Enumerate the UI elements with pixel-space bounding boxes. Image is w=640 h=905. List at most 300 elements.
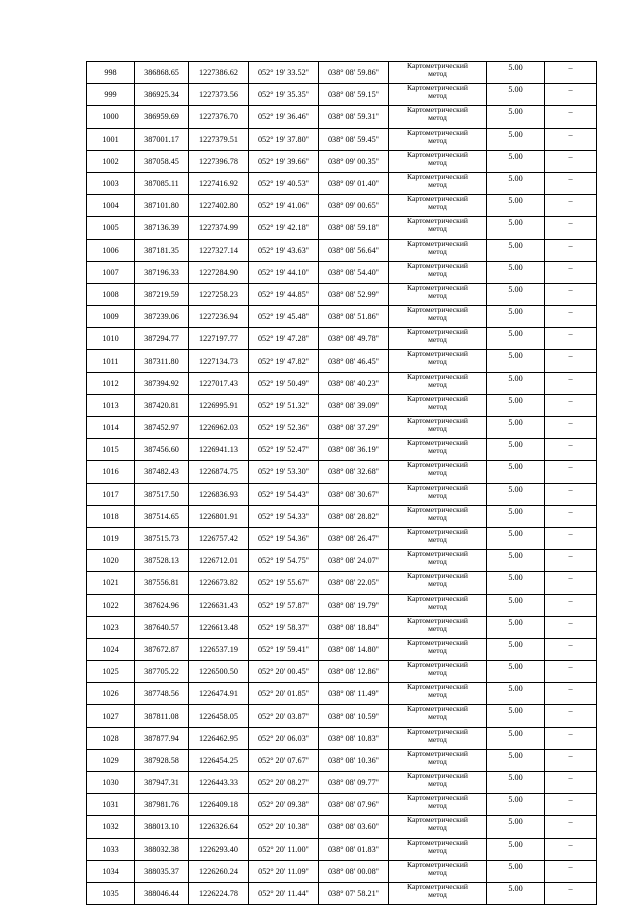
method-line-1: Картометрический [407,594,468,603]
method-line-1: Картометрический [407,416,468,425]
x-coordinate-cell: 386959.69 [135,106,189,128]
accuracy-cell: 5.00 [487,661,545,683]
x-coordinate-cell: 387482.43 [135,461,189,483]
method-cell [389,483,487,505]
point-number-cell: 1002 [87,150,135,172]
method-line-2: метод [428,224,447,234]
table-row [87,439,597,461]
method-cell [389,306,487,328]
method-line-2: метод [428,357,447,367]
method-cell [389,727,487,749]
latitude-cell: 052° 19' 54.33" [249,505,319,527]
latitude-cell: 052° 19' 58.37" [249,616,319,638]
y-coordinate-cell: 1227236.94 [189,306,249,328]
table-row [87,106,597,128]
method-line-2: метод [428,446,447,456]
point-number-cell: 1003 [87,172,135,194]
accuracy-cell: 5.00 [487,62,545,84]
longitude-cell: 038° 09' 01.40" [319,172,389,194]
y-coordinate-cell: 1226673.82 [189,572,249,594]
latitude-cell: 052° 20' 00.45" [249,661,319,683]
accuracy-cell: 5.00 [487,394,545,416]
method-cell [389,616,487,638]
x-coordinate-cell: 387085.11 [135,172,189,194]
longitude-cell: 038° 09' 00.35" [319,150,389,172]
y-coordinate-cell: 1226500.50 [189,661,249,683]
table-row [87,239,597,261]
method-cell [389,638,487,660]
method-cell [389,217,487,239]
x-coordinate-cell: 387515.73 [135,527,189,549]
table-row [87,417,597,439]
accuracy-cell: 5.00 [487,749,545,771]
point-number-cell: 1011 [87,350,135,372]
method-line-1: Картометрический [407,483,468,492]
method-line-2: метод [428,179,447,189]
longitude-cell: 038° 08' 28.82" [319,505,389,527]
method-line-2: метод [428,379,447,389]
latitude-cell: 052° 20' 11.09" [249,860,319,882]
note-cell: – [545,594,597,616]
note-cell: – [545,705,597,727]
method-line-1: Картометрический [407,105,468,115]
accuracy-cell: 5.00 [487,328,545,350]
latitude-cell: 052° 20' 09.38" [249,794,319,816]
table-row [87,394,597,416]
method-cell [389,705,487,727]
method-line-2: метод [428,135,447,145]
point-number-cell: 1004 [87,195,135,217]
method-cell [389,261,487,283]
table-row [87,572,597,594]
x-coordinate-cell: 387705.22 [135,661,189,683]
note-cell: – [545,239,597,261]
accuracy-cell: 5.00 [487,550,545,572]
x-coordinate-cell: 386868.65 [135,62,189,84]
point-number-cell: 1019 [87,527,135,549]
x-coordinate-cell: 387981.76 [135,794,189,816]
x-coordinate-cell: 387181.35 [135,239,189,261]
method-line-2: метод [428,579,447,589]
table-row [87,616,597,638]
table-row [87,350,597,372]
longitude-cell: 038° 08' 59.15" [319,84,389,106]
x-coordinate-cell: 386925.34 [135,84,189,106]
note-cell: – [545,62,597,84]
y-coordinate-cell: 1227402.80 [189,195,249,217]
longitude-cell: 038° 08' 26.47" [319,527,389,549]
latitude-cell: 052° 19' 47.28" [249,328,319,350]
x-coordinate-cell: 387311.80 [135,350,189,372]
method-cell [389,84,487,106]
latitude-cell: 052° 19' 44.10" [249,261,319,283]
y-coordinate-cell: 1226941.13 [189,439,249,461]
latitude-cell: 052° 19' 54.75" [249,550,319,572]
method-cell [389,106,487,128]
method-cell [389,794,487,816]
note-cell: – [545,727,597,749]
y-coordinate-cell: 1226474.91 [189,683,249,705]
longitude-cell: 038° 08' 01.83" [319,838,389,860]
method-line-2: метод [428,335,447,345]
method-line-2: метод [428,889,447,899]
table-row [87,172,597,194]
table-row [87,772,597,794]
method-line-1: Картометрический [407,505,468,514]
y-coordinate-cell: 1226462.95 [189,727,249,749]
accuracy-cell: 5.00 [487,594,545,616]
coordinates-table [86,61,597,905]
method-line-2: метод [428,512,447,522]
method-line-2: метод [428,69,447,78]
method-line-1: Картометрический [407,261,468,270]
method-cell [389,572,487,594]
method-line-2: метод [428,712,447,722]
x-coordinate-cell: 387239.06 [135,306,189,328]
latitude-cell: 052° 19' 52.36" [249,417,319,439]
accuracy-cell: 5.00 [487,683,545,705]
longitude-cell: 038° 08' 12.86" [319,661,389,683]
table-row [87,594,597,616]
method-cell [389,417,487,439]
x-coordinate-cell: 387001.17 [135,128,189,150]
table-row [87,261,597,283]
latitude-cell: 052° 19' 37.80" [249,128,319,150]
note-cell: – [545,794,597,816]
point-number-cell: 1032 [87,816,135,838]
method-line-2: метод [428,690,447,700]
y-coordinate-cell: 1227373.56 [189,84,249,106]
point-number-cell: 1008 [87,283,135,305]
point-number-cell: 1000 [87,106,135,128]
point-number-cell: 1027 [87,705,135,727]
longitude-cell: 038° 08' 37.29" [319,417,389,439]
note-cell: – [545,505,597,527]
x-coordinate-cell: 387640.57 [135,616,189,638]
x-coordinate-cell: 387196.33 [135,261,189,283]
accuracy-cell: 5.00 [487,261,545,283]
y-coordinate-cell: 1226537.19 [189,638,249,660]
note-cell: – [545,306,597,328]
method-line-2: метод [428,645,447,655]
note-cell: – [545,195,597,217]
latitude-cell: 052° 19' 53.30" [249,461,319,483]
accuracy-cell: 5.00 [487,794,545,816]
latitude-cell: 052° 19' 51.32" [249,394,319,416]
method-cell [389,527,487,549]
method-line-1: Картометрический [407,283,468,292]
point-number-cell: 1016 [87,461,135,483]
latitude-cell: 052° 19' 40.53" [249,172,319,194]
accuracy-cell: 5.00 [487,838,545,860]
note-cell: – [545,350,597,372]
method-line-1: Картометрический [407,372,468,381]
accuracy-cell: 5.00 [487,283,545,305]
accuracy-cell: 5.00 [487,128,545,150]
note-cell: – [545,882,597,904]
point-number-cell: 1013 [87,394,135,416]
method-cell [389,62,487,84]
note-cell: – [545,261,597,283]
y-coordinate-cell: 1226836.93 [189,483,249,505]
method-line-1: Картометрический [407,771,468,780]
accuracy-cell: 5.00 [487,417,545,439]
point-number-cell: 1026 [87,683,135,705]
table-row [87,527,597,549]
method-line-2: метод [428,313,447,323]
point-number-cell: 1023 [87,616,135,638]
method-cell [389,350,487,372]
accuracy-cell: 5.00 [487,106,545,128]
accuracy-cell: 5.00 [487,195,545,217]
x-coordinate-cell: 388013.10 [135,816,189,838]
point-number-cell: 1005 [87,217,135,239]
latitude-cell: 052° 19' 43.63" [249,239,319,261]
note-cell: – [545,372,597,394]
note-cell: – [545,550,597,572]
note-cell: – [545,328,597,350]
method-line-1: Картометрический [407,172,468,181]
point-number-cell: 1015 [87,439,135,461]
method-cell [389,661,487,683]
table-row [87,661,597,683]
latitude-cell: 052° 20' 06.03" [249,727,319,749]
method-line-2: метод [428,246,447,256]
method-line-1: Картометрический [407,549,468,559]
method-cell [389,683,487,705]
point-number-cell: 999 [87,84,135,106]
y-coordinate-cell: 1226454.25 [189,749,249,771]
x-coordinate-cell: 387528.13 [135,550,189,572]
method-line-1: Картометрический [407,61,468,70]
y-coordinate-cell: 1226443.33 [189,772,249,794]
x-coordinate-cell: 388035.37 [135,860,189,882]
point-number-cell: 1020 [87,550,135,572]
accuracy-cell: 5.00 [487,816,545,838]
y-coordinate-cell: 1226260.24 [189,860,249,882]
longitude-cell: 038° 08' 10.36" [319,749,389,771]
method-line-1: Картометрический [407,460,468,470]
x-coordinate-cell: 387294.77 [135,328,189,350]
accuracy-cell: 5.00 [487,705,545,727]
y-coordinate-cell: 1226224.78 [189,882,249,904]
method-line-1: Картометрический [407,194,468,204]
x-coordinate-cell: 387136.39 [135,217,189,239]
note-cell: – [545,527,597,549]
table-row [87,550,597,572]
latitude-cell: 052° 19' 33.52" [249,62,319,84]
longitude-cell: 038° 07' 58.21" [319,882,389,904]
table-row [87,838,597,860]
x-coordinate-cell: 387058.45 [135,150,189,172]
y-coordinate-cell: 1227327.14 [189,239,249,261]
accuracy-cell: 5.00 [487,882,545,904]
y-coordinate-cell: 1227258.23 [189,283,249,305]
accuracy-cell: 5.00 [487,239,545,261]
x-coordinate-cell: 387456.60 [135,439,189,461]
longitude-cell: 038° 08' 19.79" [319,594,389,616]
table-row [87,328,597,350]
method-line-1: Картометрический [407,527,468,536]
method-line-2: метод [428,867,447,877]
method-line-1: Картометрический [407,239,468,248]
point-number-cell: 1028 [87,727,135,749]
method-line-1: Картометрический [407,571,468,581]
method-cell [389,283,487,305]
x-coordinate-cell: 387394.92 [135,372,189,394]
point-number-cell: 1024 [87,638,135,660]
latitude-cell: 052° 19' 47.82" [249,350,319,372]
note-cell: – [545,283,597,305]
latitude-cell: 052° 20' 08.27" [249,772,319,794]
method-cell [389,128,487,150]
note-cell: – [545,661,597,683]
method-line-1: Картометрический [407,815,468,825]
table-row [87,62,597,84]
accuracy-cell: 5.00 [487,150,545,172]
longitude-cell: 038° 08' 32.68" [319,461,389,483]
table-row [87,705,597,727]
table-row [87,150,597,172]
accuracy-cell: 5.00 [487,860,545,882]
point-number-cell: 1012 [87,372,135,394]
point-number-cell: 1022 [87,594,135,616]
table-row [87,882,597,904]
accuracy-cell: 5.00 [487,372,545,394]
method-cell [389,172,487,194]
y-coordinate-cell: 1226962.03 [189,417,249,439]
y-coordinate-cell: 1226293.40 [189,838,249,860]
method-line-1: Картометрический [407,882,468,891]
x-coordinate-cell: 387452.97 [135,417,189,439]
y-coordinate-cell: 1226757.42 [189,527,249,549]
note-cell: – [545,772,597,794]
longitude-cell: 038° 08' 56.64" [319,239,389,261]
point-number-cell: 1025 [87,661,135,683]
note-cell: – [545,84,597,106]
longitude-cell: 038° 08' 59.86" [319,62,389,84]
y-coordinate-cell: 1226874.75 [189,461,249,483]
method-cell [389,328,487,350]
y-coordinate-cell: 1227396.78 [189,150,249,172]
point-number-cell: 1007 [87,261,135,283]
method-line-1: Картометрический [407,327,468,337]
method-line-2: метод [428,534,447,544]
table-row [87,128,597,150]
method-line-1: Картометрический [407,128,468,137]
note-cell: – [545,683,597,705]
method-line-2: метод [428,113,447,123]
y-coordinate-cell: 1227379.51 [189,128,249,150]
longitude-cell: 038° 08' 22.05" [319,572,389,594]
longitude-cell: 038° 08' 54.40" [319,261,389,283]
method-line-1: Картометрический [407,727,468,736]
latitude-cell: 052° 19' 57.87" [249,594,319,616]
note-cell: – [545,638,597,660]
longitude-cell: 038° 08' 39.09" [319,394,389,416]
latitude-cell: 052° 19' 50.49" [249,372,319,394]
longitude-cell: 038° 08' 07.96" [319,794,389,816]
point-number-cell: 1033 [87,838,135,860]
method-line-2: метод [428,468,447,478]
longitude-cell: 038° 08' 03.60" [319,816,389,838]
y-coordinate-cell: 1226326.64 [189,816,249,838]
x-coordinate-cell: 387101.80 [135,195,189,217]
x-coordinate-cell: 388046.44 [135,882,189,904]
accuracy-cell: 5.00 [487,172,545,194]
method-line-1: Картометрический [407,616,468,625]
method-line-1: Картометрический [407,349,468,359]
note-cell: – [545,172,597,194]
note-cell: – [545,417,597,439]
longitude-cell: 038° 08' 00.08" [319,860,389,882]
note-cell: – [545,572,597,594]
longitude-cell: 038° 08' 59.31" [319,106,389,128]
method-cell [389,461,487,483]
y-coordinate-cell: 1226801.91 [189,505,249,527]
method-line-2: метод [428,290,447,300]
note-cell: – [545,106,597,128]
x-coordinate-cell: 387947.31 [135,772,189,794]
x-coordinate-cell: 387420.81 [135,394,189,416]
method-line-2: метод [428,601,447,611]
table-row [87,727,597,749]
x-coordinate-cell: 387877.94 [135,727,189,749]
x-coordinate-cell: 387748.56 [135,683,189,705]
method-cell [389,394,487,416]
method-line-2: метод [428,756,447,766]
accuracy-cell: 5.00 [487,527,545,549]
latitude-cell: 052° 19' 54.36" [249,527,319,549]
point-number-cell: 1035 [87,882,135,904]
latitude-cell: 052° 19' 42.18" [249,217,319,239]
y-coordinate-cell: 1227386.62 [189,62,249,84]
x-coordinate-cell: 387672.87 [135,638,189,660]
note-cell: – [545,749,597,771]
method-cell [389,860,487,882]
table-row [87,195,597,217]
table-row [87,794,597,816]
latitude-cell: 052° 19' 54.43" [249,483,319,505]
method-line-2: метод [428,668,447,678]
point-number-cell: 1006 [87,239,135,261]
x-coordinate-cell: 387219.59 [135,283,189,305]
latitude-cell: 052° 19' 52.47" [249,439,319,461]
table-row [87,372,597,394]
table-row [87,683,597,705]
note-cell: – [545,394,597,416]
method-cell [389,816,487,838]
note-cell: – [545,217,597,239]
longitude-cell: 038° 08' 40.23" [319,372,389,394]
method-line-2: метод [428,202,447,212]
table-row [87,505,597,527]
accuracy-cell: 5.00 [487,616,545,638]
table-body [87,62,597,905]
method-line-1: Картометрический [407,305,468,315]
y-coordinate-cell: 1226712.01 [189,550,249,572]
point-number-cell: 1021 [87,572,135,594]
y-coordinate-cell: 1227416.92 [189,172,249,194]
point-number-cell: 1029 [87,749,135,771]
y-coordinate-cell: 1227284.90 [189,261,249,283]
method-line-1: Картометрический [407,83,468,93]
longitude-cell: 038° 08' 51.86" [319,306,389,328]
point-number-cell: 998 [87,62,135,84]
longitude-cell: 038° 08' 18.84" [319,616,389,638]
method-line-2: метод [428,845,447,855]
point-number-cell: 1034 [87,860,135,882]
